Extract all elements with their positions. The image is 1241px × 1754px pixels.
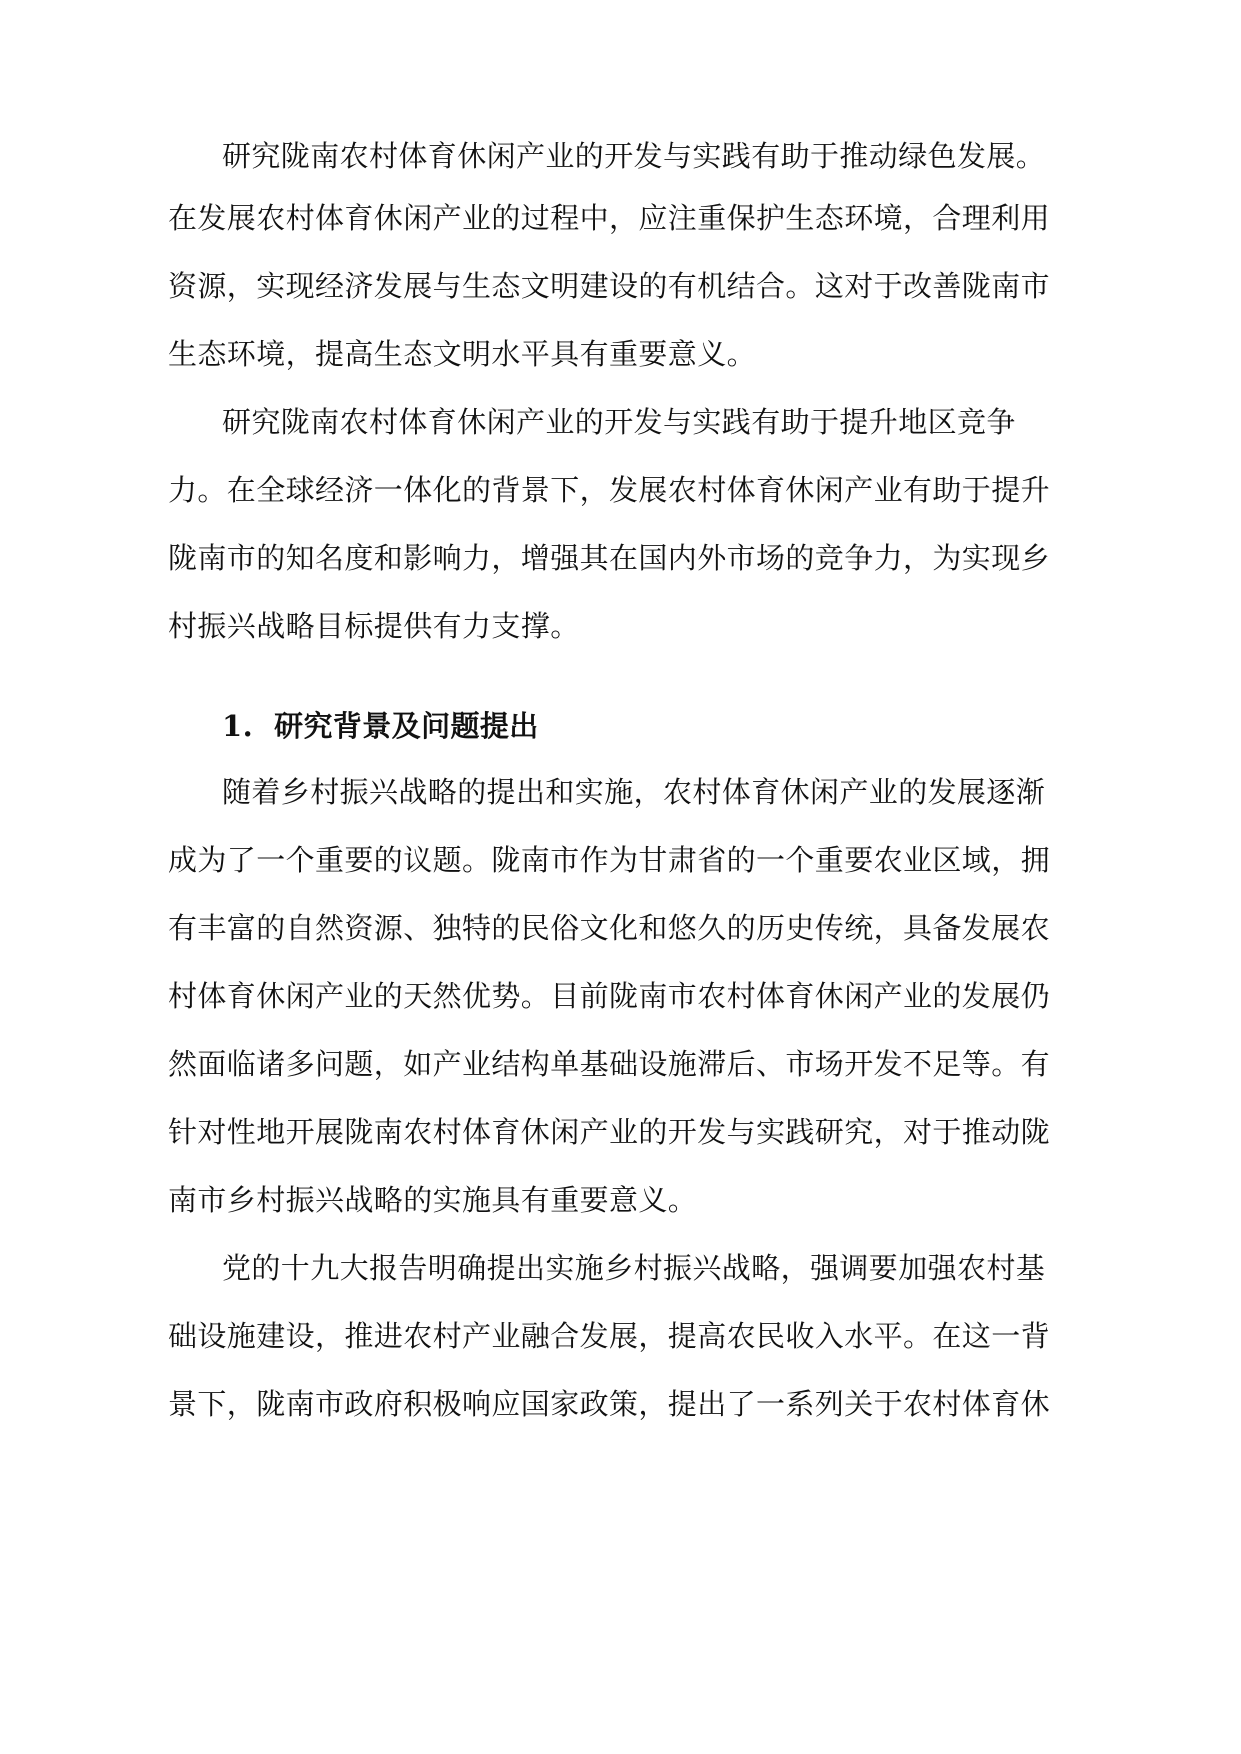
section-paragraph-2-line-3: 景下，陇南市政府积极响应国家政策，提出了一系列关于农村体育休 xyxy=(168,1387,1051,1421)
section-heading: 1. 研究背景及问题提出 xyxy=(222,709,539,743)
section-paragraph-1-line-7: 南市乡村振兴战略的实施具有重要意义。 xyxy=(168,1183,698,1217)
section-paragraph-1-line-3: 有丰富的自然资源、独特的民俗文化和悠久的历史传统，具备发展农 xyxy=(168,911,1051,945)
section-paragraph-1-line-5: 然面临诸多问题，如产业结构单基础设施滞后、市场开发不足等。有 xyxy=(168,1047,1051,1081)
section-paragraph-1-line-4: 村体育休闲产业的天然优势。目前陇南市农村体育休闲产业的发展仍 xyxy=(168,979,1051,1013)
paragraph-1-line-3: 资源，实现经济发展与生态文明建设的有机结合。这对于改善陇南市 xyxy=(168,269,1051,303)
paragraph-1-line-1: 研究陇南农村体育休闲产业的开发与实践有助于推动绿色发展。 xyxy=(222,139,1046,173)
section-paragraph-2-line-1: 党的十九大报告明确提出实施乡村振兴战略，强调要加强农村基 xyxy=(222,1251,1046,1285)
section-paragraph-1-line-1: 随着乡村振兴战略的提出和实施，农村体育休闲产业的发展逐渐 xyxy=(222,775,1046,809)
section-paragraph-1-line-6: 针对性地开展陇南农村体育休闲产业的开发与实践研究，对于推动陇 xyxy=(168,1115,1051,1149)
paragraph-1-line-4: 生态环境，提高生态文明水平具有重要意义。 xyxy=(168,337,757,371)
paragraph-2-line-4: 村振兴战略目标提供有力支撑。 xyxy=(168,609,580,643)
paragraph-2-line-2: 力。在全球经济一体化的背景下，发展农村体育休闲产业有助于提升 xyxy=(168,473,1051,507)
paragraph-1-line-2: 在发展农村体育休闲产业的过程中，应注重保护生态环境，合理利用 xyxy=(168,201,1051,235)
section-paragraph-2-line-2: 础设施建设，推进农村产业融合发展，提高农民收入水平。在这一背 xyxy=(168,1319,1051,1353)
paragraph-2-line-1: 研究陇南农村体育休闲产业的开发与实践有助于提升地区竞争 xyxy=(222,405,1016,439)
paragraph-2-line-3: 陇南市的知名度和影响力，增强其在国内外市场的竞争力，为实现乡 xyxy=(168,541,1051,575)
section-paragraph-1-line-2: 成为了一个重要的议题。陇南市作为甘肃省的一个重要农业区域，拥 xyxy=(168,843,1051,877)
